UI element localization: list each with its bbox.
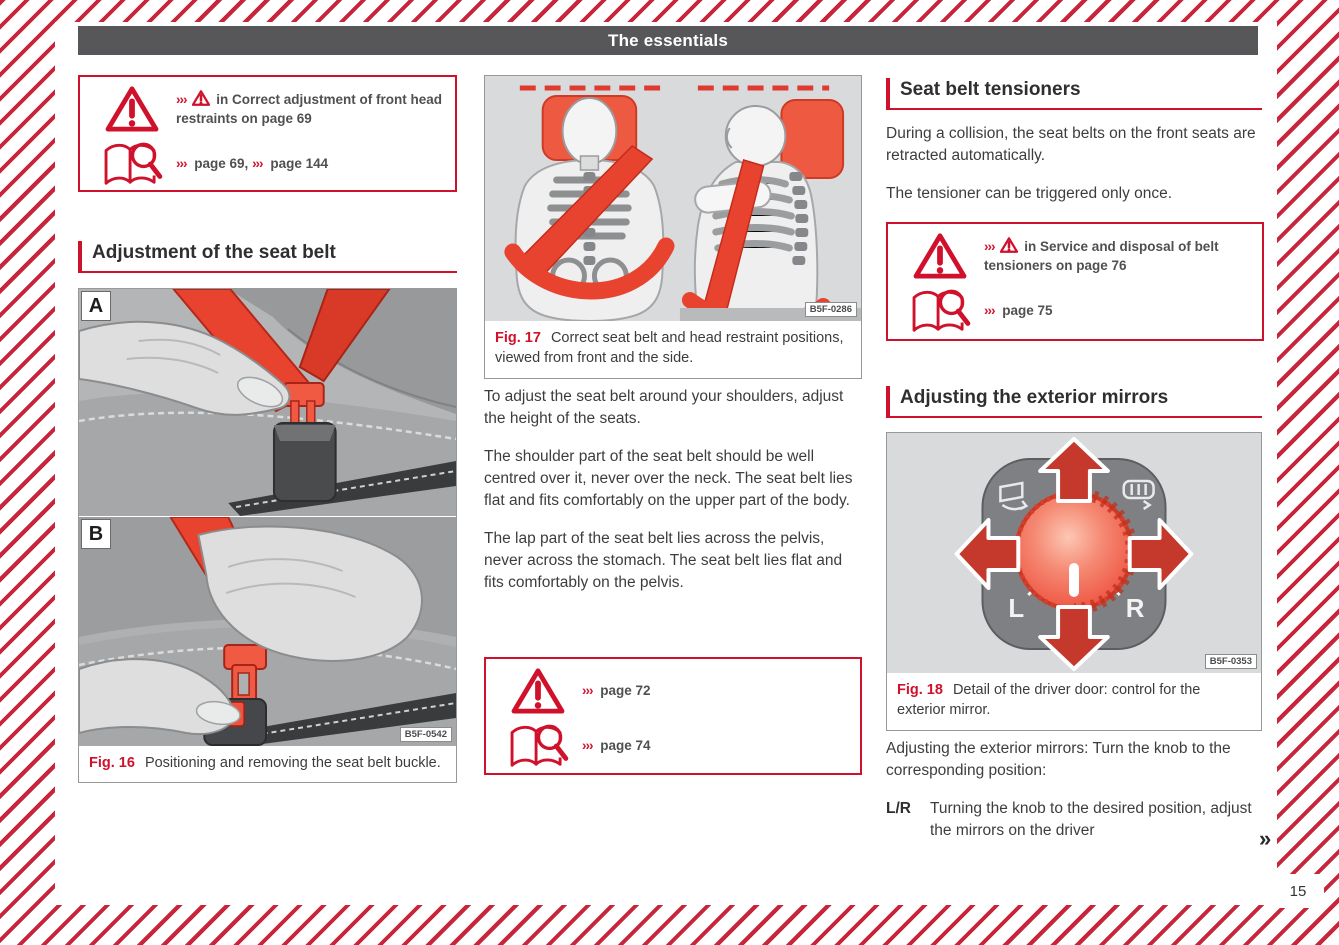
mirror-text-block: [886, 738, 1262, 842]
xref-text: page 69,: [194, 155, 249, 171]
warning-triangle-icon: [88, 85, 176, 133]
xref-text: page 74: [600, 737, 651, 753]
xref-head-restraints: [176, 90, 445, 129]
chevrons: ›››: [582, 737, 593, 753]
warning-triangle-icon: [494, 667, 582, 715]
page-number: 15: [1272, 874, 1324, 908]
heading-seat-belt-tensioners: Seat belt tensioners: [886, 78, 1262, 110]
definition-term: L/R: [886, 800, 911, 817]
xref-text: page 144: [270, 155, 329, 171]
paragraph: To adjust the seat belt around your shoulders, adjust the height of the seats.: [484, 388, 844, 427]
paragraph: The lap part of the seat belt lies across the pelvis, never across the stomach. The seat belt lies flat and fits comfortably on the pelvis.: [484, 530, 843, 591]
figure-17-caption: [485, 321, 861, 378]
paragraph: Adjusting the exterior mirrors: Turn the knob to the corresponding position:: [886, 740, 1231, 779]
page-title: The essentials: [608, 30, 728, 50]
image-code: B5F-0542: [400, 727, 452, 742]
figure-16: [78, 288, 457, 783]
figure-18: [886, 432, 1262, 731]
page-header-bar: [78, 26, 1258, 55]
manual-page: [55, 22, 1277, 905]
caption-text: Correct seat belt and head restraint positions, viewed from front and the side.: [495, 330, 844, 367]
middle-text-block: [484, 386, 862, 610]
chevrons: ›››: [582, 682, 593, 698]
caption-text: Positioning and removing the seat belt buckle.: [144, 755, 441, 771]
inline-warning-icon: [192, 90, 210, 106]
figure-18-caption: [887, 673, 1261, 730]
warning-box-head-restraints: [78, 75, 457, 192]
figure-16-image-a: [79, 289, 456, 516]
figure-17-image: [485, 76, 861, 321]
chevrons: ›››: [252, 155, 263, 171]
figure-18-label: Fig. 18: [897, 682, 943, 698]
definition-lr: [886, 798, 1262, 842]
heading-adjusting-exterior-mirrors: Adjusting the exterior mirrors: [886, 386, 1262, 418]
xref-pages: [176, 155, 445, 174]
warning-triangle-icon: [896, 232, 984, 280]
tensioner-text-block: [886, 123, 1262, 221]
definition-text: Turning the knob to the desired position, adjust the mirrors on the driver: [930, 800, 1252, 839]
chevrons: ›››: [984, 238, 995, 254]
paragraph: During a collision, the seat belts on the front seats are retracted automatically.: [886, 125, 1256, 164]
heading-adjustment-seat-belt: Adjustment of the seat belt: [78, 241, 457, 273]
inline-warning-icon: [1000, 237, 1018, 253]
book-search-icon: [88, 139, 176, 189]
book-search-icon: [896, 286, 984, 336]
knob-letter-right: R: [1125, 594, 1145, 624]
knob-letter-left: L: [1008, 594, 1025, 624]
caption-text: Detail of the driver door: control for the exterior mirror.: [897, 682, 1201, 719]
chevrons: ›››: [984, 302, 995, 318]
figure-16-image-b: [79, 516, 456, 746]
image-code: B5F-0353: [1205, 654, 1257, 669]
figure-18-image: [887, 433, 1261, 673]
image-code: B5F-0286: [805, 302, 857, 317]
figure-16-caption: [79, 746, 456, 782]
warning-box-pages-72-74: [484, 657, 862, 775]
xref-text: in Service and disposal of belt tensioners on page 76: [984, 238, 1219, 273]
figure-17-label: Fig. 17: [495, 330, 541, 346]
xref-text: in Correct adjustment of front head restraints on page 69: [176, 91, 443, 126]
panel-a-label: A: [81, 291, 111, 321]
paragraph: The tensioner can be triggered only once.: [886, 185, 1173, 202]
figure-16-label: Fig. 16: [89, 755, 135, 771]
chevrons: ›››: [176, 155, 187, 171]
paragraph: The shoulder part of the seat belt should be well centred over it, never over the neck. The seat belt lies flat and fits comfortably on the upper part of the body.: [484, 448, 853, 509]
xref-page-75: [984, 302, 1252, 321]
xref-page-72: [582, 682, 850, 701]
xref-belt-tensioners: [984, 237, 1252, 276]
xref-page-74: [582, 737, 850, 756]
warning-box-belt-tensioners: [886, 222, 1264, 341]
figure-17: [484, 75, 862, 379]
xref-text: page 75: [1002, 302, 1053, 318]
chevrons: ›››: [176, 91, 187, 107]
book-search-icon: [494, 721, 582, 771]
xref-text: page 72: [600, 682, 651, 698]
continuation-mark: »: [1259, 826, 1272, 851]
panel-b-label: B: [81, 519, 111, 549]
